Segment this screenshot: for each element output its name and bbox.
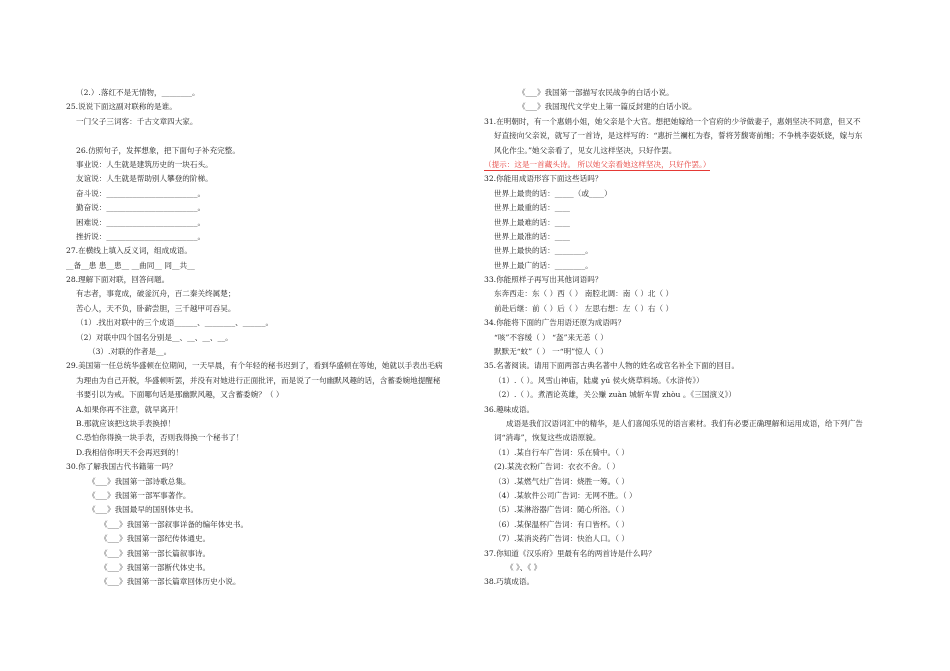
text-line bbox=[66, 172, 466, 186]
line-text: （7）.某消炎药广告词：快治人口。（ ） bbox=[494, 534, 629, 544]
text-line bbox=[484, 129, 884, 143]
line-text: 35.名著阅读。请用下面两部古典名著中人物的姓名或官名补全下面的回目。 bbox=[484, 361, 740, 371]
text-line bbox=[66, 100, 466, 114]
text-line bbox=[484, 158, 884, 172]
line-text: A.如果你再不注意，就早离开！ bbox=[76, 404, 183, 414]
text-line bbox=[484, 172, 884, 186]
line-text: 28.理解下面对联，回答问题。 bbox=[66, 275, 170, 285]
text-line bbox=[66, 230, 466, 244]
text-line bbox=[66, 417, 466, 431]
line-text: 《___》我国第一部军事著作。 bbox=[88, 490, 191, 500]
line-text: 26.仿照句子，发挥想象，把下面句子补充完整。 bbox=[76, 145, 240, 155]
text-line bbox=[66, 460, 466, 474]
text-line bbox=[484, 561, 884, 575]
line-text: 32.你能用成语形容下面这些话吗？ bbox=[484, 174, 603, 184]
line-text: 《___》我国第一部纪传体通史。 bbox=[100, 534, 211, 544]
line-text: （2）对联中四个国名分别是__、__、__、__。 bbox=[76, 332, 233, 342]
line-text: 29.美国第一任总统华盛顿在位期间，一天早晨，有个年轻的秘书迟到了，看到华盛顿在等她，她就以手表出毛病 bbox=[66, 361, 443, 371]
text-line bbox=[484, 302, 884, 316]
text-line bbox=[484, 403, 884, 417]
line-text: 勤奋说：________________________。 bbox=[76, 203, 206, 213]
line-text: 世界上最难的话：____ bbox=[494, 217, 570, 227]
line-text: 好直接向父亲说，就写了一首诗，是这样写的：“惠折兰襕杠为春，誓将芳馥寄前缃；不争桃李姿妖娆，嫁与东 bbox=[494, 131, 863, 141]
text-line bbox=[484, 388, 884, 402]
text-line bbox=[484, 273, 884, 287]
text-line bbox=[484, 475, 884, 489]
text-line bbox=[66, 475, 466, 489]
line-text: 事业说：人生就是建筑历史的一块石头。 bbox=[76, 159, 213, 169]
text-line bbox=[66, 201, 466, 215]
line-text: 苦心人，天不负，卧薪尝胆，三千越甲可吞吴。 bbox=[76, 303, 236, 313]
line-text: 世界上最贵的话：_____（或____） bbox=[494, 188, 612, 198]
line-text: （3）.某燃气灶广告词：烧胜一筹。（ ） bbox=[494, 476, 629, 486]
text-line bbox=[484, 244, 884, 258]
text-line bbox=[66, 187, 466, 201]
text-line bbox=[66, 158, 466, 172]
text-line bbox=[66, 374, 466, 388]
text-line bbox=[66, 561, 466, 575]
line-text: 词“消毒”，恢复这些成语原貌。 bbox=[494, 433, 601, 443]
line-text: （5）.某淋浴器广告词：随心所浴。（ ） bbox=[494, 505, 629, 515]
line-text: B.那就应该把这块手表换掉！ bbox=[76, 418, 176, 428]
text-line bbox=[484, 86, 884, 100]
line-text: 默默无“蚊”（ ） 一“明”惊人（ ） bbox=[494, 347, 608, 357]
text-line bbox=[484, 201, 884, 215]
text-line bbox=[484, 115, 884, 129]
line-text: 36.趣味成语。 bbox=[484, 404, 535, 414]
line-text: 有志者，事竟成，破釜沉舟，百二秦关终属楚； bbox=[76, 289, 236, 299]
line-text: 东奔西走：东（ ）西（ ） 南腔北调：南（ ）北（ ） bbox=[494, 289, 674, 299]
text-line bbox=[484, 144, 884, 158]
line-text: 34.你能将下面的广告用语还原为成语吗？ bbox=[484, 318, 626, 328]
text-line bbox=[484, 446, 884, 460]
text-line bbox=[484, 374, 884, 388]
text-line bbox=[484, 518, 884, 532]
line-text: 《___》我国第一部描写农民战争的白话小说。 bbox=[518, 88, 674, 97]
text-line bbox=[66, 532, 466, 546]
line-text: 《___》我国最早的国别体史书。 bbox=[88, 505, 199, 515]
line-text: 27.在横线上填入反义词，组成成语。 bbox=[66, 246, 192, 256]
line-text: （4）.某软件公司广告词：无网不胜。（ ） bbox=[494, 490, 637, 500]
text-line bbox=[484, 431, 884, 445]
left-column bbox=[66, 86, 466, 590]
line-text: （2）.（ ）。煮酒论英雄，关公赚 zuàn 城斩车胄 zhòu 。《三国演义》） bbox=[494, 390, 737, 400]
line-text: C.恐怕你得换一块手表，否则我得换一个秘书了！ bbox=[76, 433, 244, 443]
text-line bbox=[66, 331, 466, 345]
text-line bbox=[66, 287, 466, 301]
line-text: （3）.对联的作者是__。 bbox=[88, 347, 172, 357]
line-text: D.我相信你明天不会再迟到的！ bbox=[76, 447, 183, 457]
text-line bbox=[66, 316, 466, 330]
text-line bbox=[484, 503, 884, 517]
line-text: （1）.找出对联中的三个成语______、________、______。 bbox=[76, 318, 274, 328]
text-line bbox=[66, 86, 466, 100]
line-text: 《___》我国现代文学史上第一篇反封建的白话小说。 bbox=[518, 102, 697, 112]
line-text: （1）.（ ）。风雪山神庙，陆虞 yú 侯火烧草料场。《水浒传》） bbox=[494, 375, 704, 385]
line-text: 困难说：________________________。 bbox=[76, 217, 206, 227]
text-line bbox=[484, 287, 884, 301]
line-text: 《___》我国第一部叙事详备的编年体史书。 bbox=[100, 519, 249, 529]
line-text: 世界上最广的话：________。 bbox=[494, 260, 593, 270]
line-text: 37.你知道《汉乐府》里最有名的两首诗是什么吗？ bbox=[484, 548, 656, 558]
line-text: 30.你了解我国古代书籍第一吗？ bbox=[66, 462, 177, 472]
text-line bbox=[66, 259, 466, 273]
line-text: (2).某洗衣粉广告词：衣衣不舍。（ ） bbox=[494, 462, 620, 472]
line-text: 《 》、《 》 bbox=[506, 562, 542, 572]
text-line bbox=[484, 359, 884, 373]
line-text: 挫折说：________________________。 bbox=[76, 231, 206, 241]
text-line bbox=[484, 345, 884, 359]
text-line bbox=[484, 216, 884, 230]
line-text: 一门父子三词客：千古文章四大家。 bbox=[76, 116, 198, 126]
text-line bbox=[484, 532, 884, 546]
text-line bbox=[66, 503, 466, 517]
text-line bbox=[66, 403, 466, 417]
right-column bbox=[484, 86, 884, 590]
line-text: 奋斗说：________________________。 bbox=[76, 188, 206, 198]
line-text: 世界上最快的话：________。 bbox=[494, 246, 593, 256]
text-line bbox=[66, 244, 466, 258]
text-line bbox=[484, 460, 884, 474]
text-line bbox=[66, 547, 466, 561]
line-text: 《___》我国第一部诗歌总集。 bbox=[88, 476, 191, 486]
text-line bbox=[484, 259, 884, 273]
text-line bbox=[66, 345, 466, 359]
line-text: “咳”不容缓（ ） “盔”来无恙（ ） bbox=[494, 332, 608, 342]
line-text: 《___》我国第一部长篇叙事诗。 bbox=[100, 548, 211, 558]
line-text: （1）.某自行车广告词：乐在骑中。（ ） bbox=[494, 447, 629, 457]
line-text: __备__患 患__患__ __曲同__ 同__共__ bbox=[66, 260, 195, 270]
text-line bbox=[484, 489, 884, 503]
text-line bbox=[484, 547, 884, 561]
text-line bbox=[66, 575, 466, 589]
line-text: 33.你能照样子再写出其他词语吗？ bbox=[484, 275, 603, 285]
text-line bbox=[66, 115, 466, 129]
text-line bbox=[66, 359, 466, 373]
text-line bbox=[66, 446, 466, 460]
text-line bbox=[484, 187, 884, 201]
line-text: 风化作尘。”她父亲看了，见女儿这样坚决，只好作罢。 bbox=[494, 145, 677, 155]
text-line bbox=[66, 144, 466, 158]
line-text: 世界上最重的话：____ bbox=[494, 203, 570, 213]
text-line bbox=[484, 100, 884, 114]
hint-text: （提示：这是一首藏头诗。 所以她父亲看她这样坚决，只好作罢。） bbox=[484, 159, 711, 169]
text-line bbox=[66, 302, 466, 316]
line-text: 友谊说：人生就是帮助别人攀登的阶梯。 bbox=[76, 174, 213, 184]
text-line bbox=[484, 575, 884, 589]
text-line bbox=[484, 316, 884, 330]
line-text: 25.说说下面这副对联称的是谁。 bbox=[66, 102, 177, 112]
line-text: 《___》我国第一部长篇章回体历史小说。 bbox=[100, 577, 241, 587]
line-text: 前赴后继：前（ ）后（ ） 左思右想：左（ ）右（ ） bbox=[494, 303, 674, 313]
text-line bbox=[484, 230, 884, 244]
text-line bbox=[66, 216, 466, 230]
line-text: （2.）.落红不是无情物，________。 bbox=[76, 88, 200, 97]
text-line bbox=[66, 273, 466, 287]
line-text: 为理由为自己开脱，华盛顿听罢，并没有对她进行正面批评，而是说了一句幽默风趣的话，含蓄委婉地提醒秘 bbox=[76, 375, 441, 385]
text-line bbox=[66, 431, 466, 445]
text-line bbox=[66, 388, 466, 402]
line-text: 成语是我们汉语词汇中的精华，是人们喜闻乐见的语言素材。我们有必要正确理解和运用成语，给下列广告 bbox=[506, 418, 863, 428]
text-line bbox=[484, 417, 884, 431]
line-text: 书要引以为戒。下面哪句话是那幽默风趣，又含蓄委婉？（ ） bbox=[76, 390, 284, 400]
line-text: （6）.某保温杯广告词：有口皆杯。（ ） bbox=[494, 519, 629, 529]
text-line bbox=[66, 518, 466, 532]
line-text: 38.巧填成语。 bbox=[484, 577, 535, 587]
line-text: 世界上最准的话：____ bbox=[494, 231, 570, 241]
line-text: 《___》我国第一部断代体史书。 bbox=[100, 562, 211, 572]
text-line bbox=[66, 129, 466, 143]
line-text: 31.在明朝时，有一个惠娟小姐，她父亲是个大官。想把她嫁给一个官府的少爷做妻子，惠娟坚决不同意，但又不 bbox=[484, 116, 861, 126]
text-line bbox=[66, 489, 466, 503]
text-line bbox=[484, 331, 884, 345]
